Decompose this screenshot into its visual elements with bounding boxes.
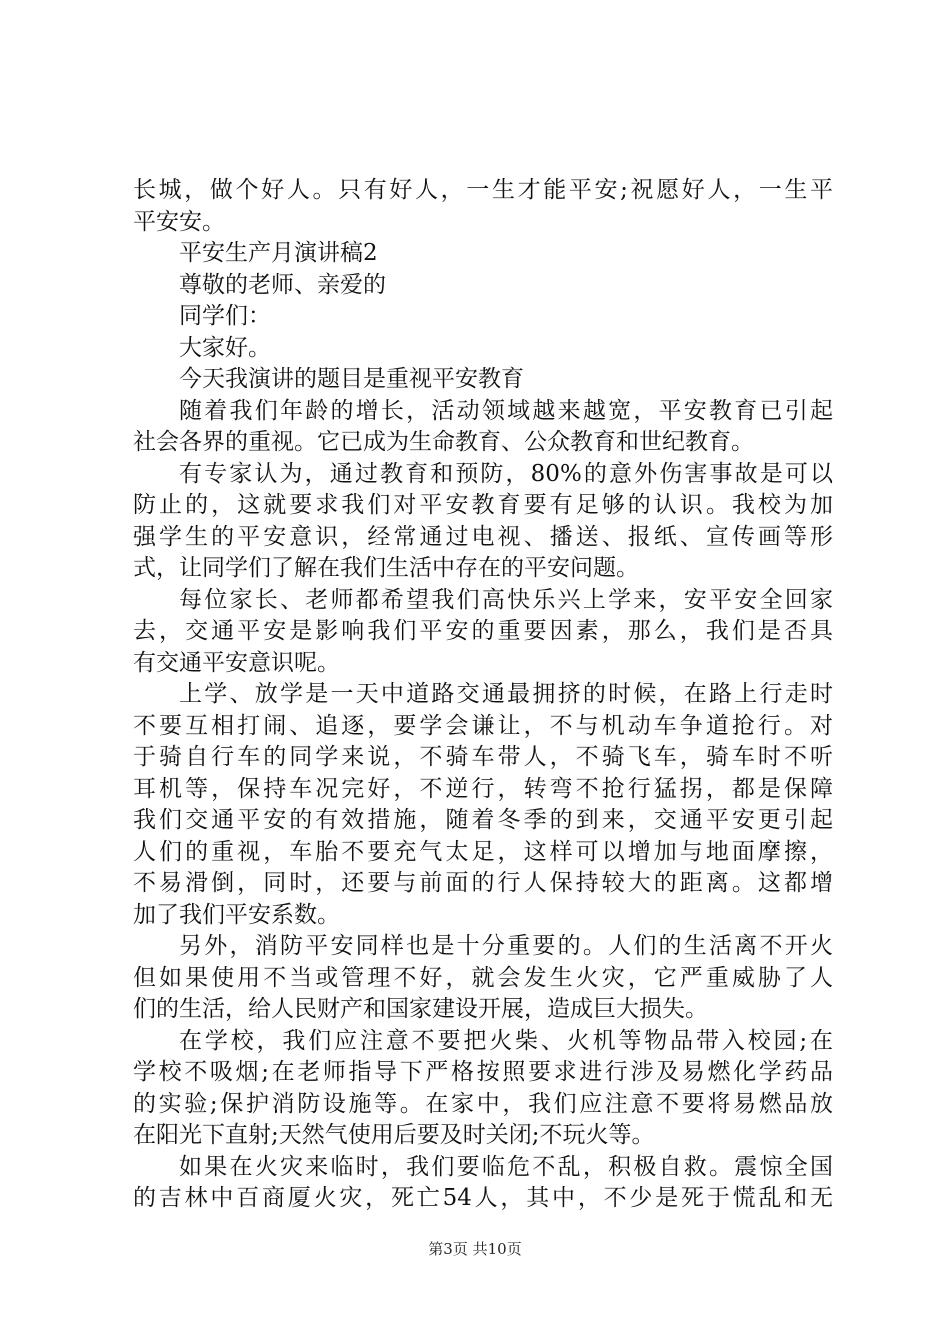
text-line: 今天我演讲的题目是重视平安教育 [179,366,524,392]
text-line: 在学校，我们应注意不要把火柴、火机等物品带入校园;在 [179,1027,833,1054]
text-line: 学校不吸烟;在老师指导下严格按照要求进行涉及易燃化学药品 [133,1059,833,1085]
text-line: 于骑自行车的同学来说，不骑车带人，不骑飞车，骑车时不听 [133,744,833,770]
text-line: 有交通平安意识呢。 [133,649,340,676]
text-line: 有专家认为，通过教育和预防，80%的意外伤害事故是可以 [179,460,833,487]
text-line: 如果在火灾来临时，我们要临危不乱，积极自救。震惊全国 [179,1153,833,1180]
text-line: 的实验;保护消防设施等。在家中，我们应注意不要将易燃品放 [133,1090,833,1117]
document-body [133,175,833,1215]
text-line: 防止的，这就要求我们对平安教育要有足够的认识。我校为加 [133,492,833,518]
text-line: 去，交通平安是影响我们平安的重要因素，那么，我们是否具 [133,618,833,644]
text-line: 大家好。 [179,334,271,361]
text-line: 同学们： [179,303,271,329]
text-line: 随着我们年龄的增长，活动领域越来越宽，平安教育已引起 [179,397,833,424]
text-line: 另外，消防平安同样也是十分重要的。人们的生活离不开火 [179,933,833,959]
text-line: 不易滑倒，同时，还要与前面的行人保持较大的距离。这都增 [133,870,833,896]
text-line: 尊敬的老师、亲爱的 [179,271,386,298]
text-line: 但如果使用不当或管理不好，就会发生火灾，它严重威胁了人 [133,964,833,991]
text-line: 上学、放学是一天中道路交通最拥挤的时候，在路上行走时 [179,681,833,707]
page-footer: 第3页 共10页 [428,1240,522,1258]
text-line: 耳机等，保持车况完好，不逆行，转弯不抢行猛拐，都是保障 [133,775,833,802]
text-line: 式，让同学们了解在我们生活中存在的平安问题。 [133,555,639,581]
text-line: 平安安。 [133,208,225,235]
text-line: 在阳光下直射;天然气使用后要及时关闭;不玩火等。 [133,1122,655,1148]
text-line: 加了我们平安系数。 [133,901,340,928]
text-line: 强学生的平安意识，经常通过电视、播送、报纸、宣传画等形 [133,523,833,550]
text-line: 长城，做个好人。只有好人，一生才能平安;祝愿好人，一生平 [133,177,833,203]
text-line: 每位家长、老师都希望我们高快乐兴上学来，安平安全回家 [179,586,833,613]
text-line: 平安生产月演讲稿2 [179,240,378,266]
text-line: 们的生活，给人民财产和国家建设开展，造成巨大损失。 [133,996,708,1022]
text-line: 社会各界的重视。它已成为生命教育、公众教育和世纪教育。 [133,429,754,455]
text-line: 不要互相打闹、追逐，要学会谦让，不与机动车争道抢行。对 [133,712,833,739]
text-line: 我们交通平安的有效措施，随着冬季的到来，交通平安更引起 [133,807,833,833]
text-line: 的吉林中百商厦火灾，死亡54人，其中，不少是死于慌乱和无 [133,1185,833,1211]
text-line: 人们的重视，车胎不要充气太足，这样可以增加与地面摩擦， [133,838,833,865]
